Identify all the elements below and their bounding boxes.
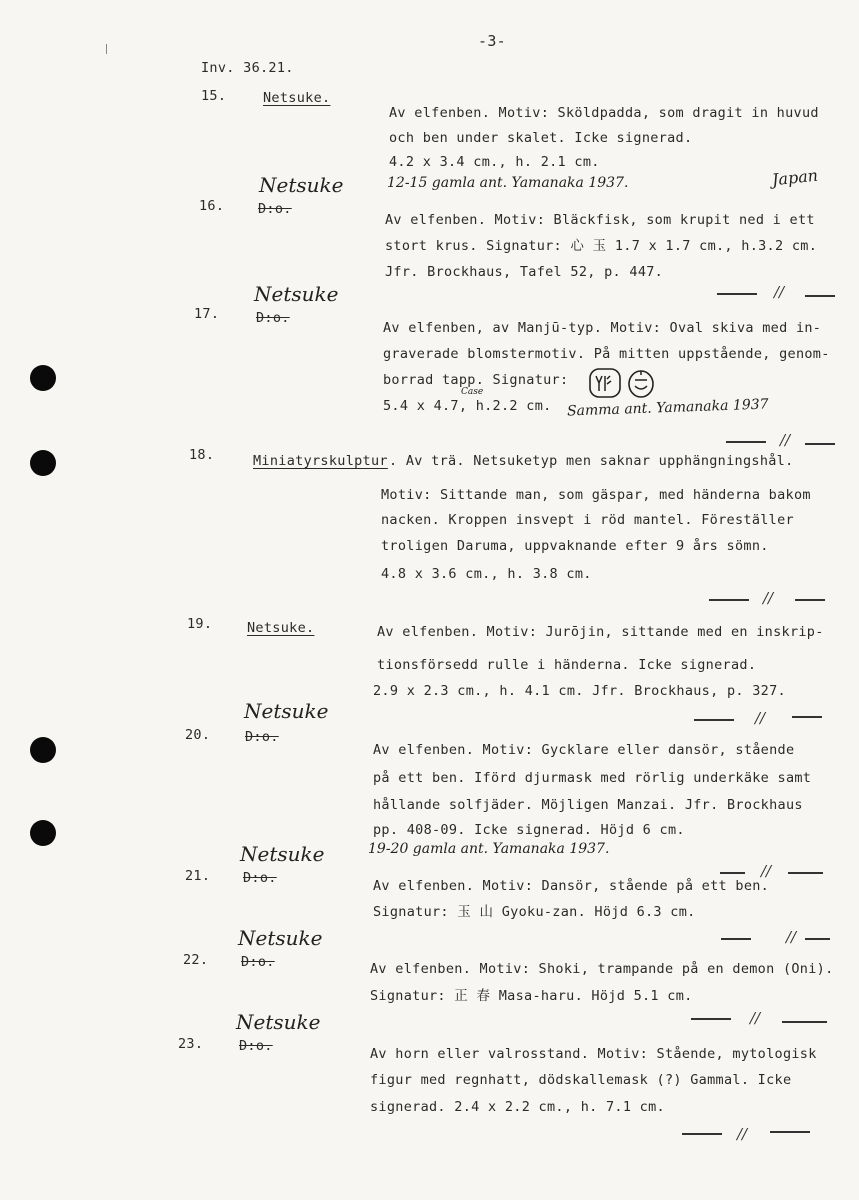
- closing-dash: [726, 441, 766, 443]
- entry-line: Av elfenben, av Manjū-typ. Motiv: Oval skiva med in-: [383, 320, 822, 336]
- entry-number: 23.: [178, 1036, 204, 1052]
- ditto-mark: //: [755, 709, 766, 727]
- entry-line: Av elfenben. Motiv: Shoki, trampande på en demon (Oni).: [370, 961, 834, 977]
- closing-dash: [805, 938, 830, 940]
- handwritten-title: Netsuke: [240, 842, 325, 866]
- entry-line: Av elfenben. Motiv: Jurōjin, sittande med en inskrip-: [377, 624, 824, 640]
- punch-hole: [30, 365, 56, 391]
- handwritten-title: Netsuke: [236, 1010, 321, 1034]
- handwritten-note: 12-15 gamla ant. Yamanaka 1937.: [387, 175, 629, 191]
- entry-number: 18.: [189, 447, 215, 463]
- closing-dash: [691, 1018, 731, 1020]
- ditto-mark: //: [786, 928, 797, 946]
- page-number: -3-: [478, 32, 506, 50]
- punch-hole: [30, 450, 56, 476]
- struck-title: D:o.: [239, 1038, 273, 1054]
- ditto-mark: //: [780, 431, 791, 449]
- entry-title: Netsuke.: [263, 90, 331, 106]
- entry-line: stort krus. Signatur: 心 玉 1.7 x 1.7 cm., h.3.2 cm.: [385, 238, 818, 254]
- handwritten-title: Netsuke: [259, 173, 344, 197]
- closing-dash: [788, 872, 823, 874]
- entry-number: 22.: [183, 952, 209, 968]
- entry-line: figur med regnhatt, dödskallemask (?) Gammal. Icke: [370, 1072, 792, 1088]
- entry-line: Av elfenben. Motiv: Gycklare eller dansör, stående: [373, 742, 795, 758]
- entry-line: Av elfenben. Motiv: Dansör, stående på ett ben.: [373, 878, 770, 894]
- entry-line: hållande solfjäder. Möjligen Manzai. Jfr. Brockhaus: [373, 797, 803, 813]
- entry-line: . Av trä. Netsuketyp men saknar upphängningshål.: [389, 453, 794, 469]
- margin-tick: [106, 44, 107, 54]
- entry-number: 21.: [185, 868, 211, 884]
- signature-seal-icon: [624, 366, 658, 400]
- entry-title: Netsuke.: [247, 620, 315, 636]
- handwritten-title: Netsuke: [244, 699, 329, 723]
- punch-hole: [30, 820, 56, 846]
- entry-title: Miniatyrskulptur: [253, 453, 388, 469]
- entry-line: nacken. Kroppen insvept i röd mantel. Föreställer: [381, 512, 794, 528]
- closing-dash: [721, 938, 751, 940]
- closing-dash: [805, 295, 835, 297]
- struck-title: D:o.: [256, 310, 290, 326]
- handwritten-title: Netsuke: [254, 282, 339, 306]
- entry-number: 19.: [187, 616, 213, 632]
- entry-line: 2.9 x 2.3 cm., h. 4.1 cm. Jfr. Brockhaus, p. 327.: [373, 683, 786, 699]
- ditto-mark: //: [763, 589, 774, 607]
- entry-line: 5.4 x 4.7, h.2.2 cm.: [383, 398, 552, 414]
- entry-line: graverade blomstermotiv. På mitten uppstående, genom-: [383, 346, 830, 362]
- struck-title: D:o.: [258, 201, 292, 217]
- struck-title: D:o.: [245, 729, 279, 745]
- closing-dash: [709, 599, 749, 601]
- closing-dash: [805, 443, 835, 445]
- entry-line: signerad. 2.4 x 2.2 cm., h. 7.1 cm.: [370, 1099, 665, 1115]
- closing-dash: [782, 1021, 827, 1023]
- handwritten-note: Samma ant. Yamanaka 1937: [566, 396, 769, 420]
- entry-line: Signatur: 玉 山 Gyoku-zan. Höjd 6.3 cm.: [373, 904, 696, 920]
- entry-number: 17.: [194, 306, 220, 322]
- entry-line: troligen Daruma, uppvaknande efter 9 års sömn.: [381, 538, 769, 554]
- entry-line: Motiv: Sittande man, som gäspar, med händerna bakom: [381, 487, 811, 503]
- entry-number: 15.: [201, 88, 227, 104]
- entry-line: pp. 408-09. Icke signerad. Höjd 6 cm.: [373, 822, 685, 838]
- entry-line: Jfr. Brockhaus, Tafel 52, p. 447.: [385, 264, 664, 280]
- struck-title: D:o.: [243, 870, 277, 886]
- entry-line: 4.8 x 3.6 cm., h. 3.8 cm.: [381, 566, 592, 582]
- ditto-mark: //: [774, 283, 785, 301]
- entry-line: borrad tapp. Signatur:: [383, 372, 569, 388]
- closing-dash: [792, 716, 822, 718]
- entry-line: Signatur: 正 春 Masa-haru. Höjd 5.1 cm.: [370, 988, 693, 1004]
- entry-number: 20.: [185, 727, 211, 743]
- entry-line: 4.2 x 3.4 cm., h. 2.1 cm.: [389, 154, 600, 170]
- punch-hole: [30, 737, 56, 763]
- ditto-mark: //: [737, 1125, 748, 1143]
- entry-number: 16.: [199, 198, 225, 214]
- entry-line: Av elfenben. Motiv: Bläckfisk, som krupit ned i ett: [385, 212, 815, 228]
- handwritten-title: Netsuke: [238, 926, 323, 950]
- entry-line: tionsförsedd rulle i händerna. Icke signerad.: [377, 657, 757, 673]
- closing-dash: [795, 599, 825, 601]
- entry-line: Av elfenben. Motiv: Sköldpadda, som dragit in huvud: [389, 105, 819, 121]
- closing-dash: [694, 719, 734, 721]
- handwritten-note: 19-20 gamla ant. Yamanaka 1937.: [368, 841, 610, 857]
- inventory-label: Inv. 36.21.: [201, 60, 294, 76]
- closing-dash: [682, 1133, 722, 1135]
- handwritten-side-note: Japan: [771, 165, 819, 190]
- ditto-mark: //: [761, 862, 772, 880]
- closing-dash: [770, 1131, 810, 1133]
- entry-line: och ben under skalet. Icke signerad.: [389, 130, 693, 146]
- closing-dash: [720, 872, 745, 874]
- entry-line: på ett ben. Iförd djurmask med rörlig underkäke samt: [373, 770, 812, 786]
- ditto-mark: //: [750, 1009, 761, 1027]
- signature-seal-icon: [588, 366, 622, 400]
- handwritten-insert: Case: [461, 387, 484, 397]
- closing-dash: [717, 293, 757, 295]
- entry-line: Av horn eller valrosstand. Motiv: Stående, mytologisk: [370, 1046, 817, 1062]
- struck-title: D:o.: [241, 954, 275, 970]
